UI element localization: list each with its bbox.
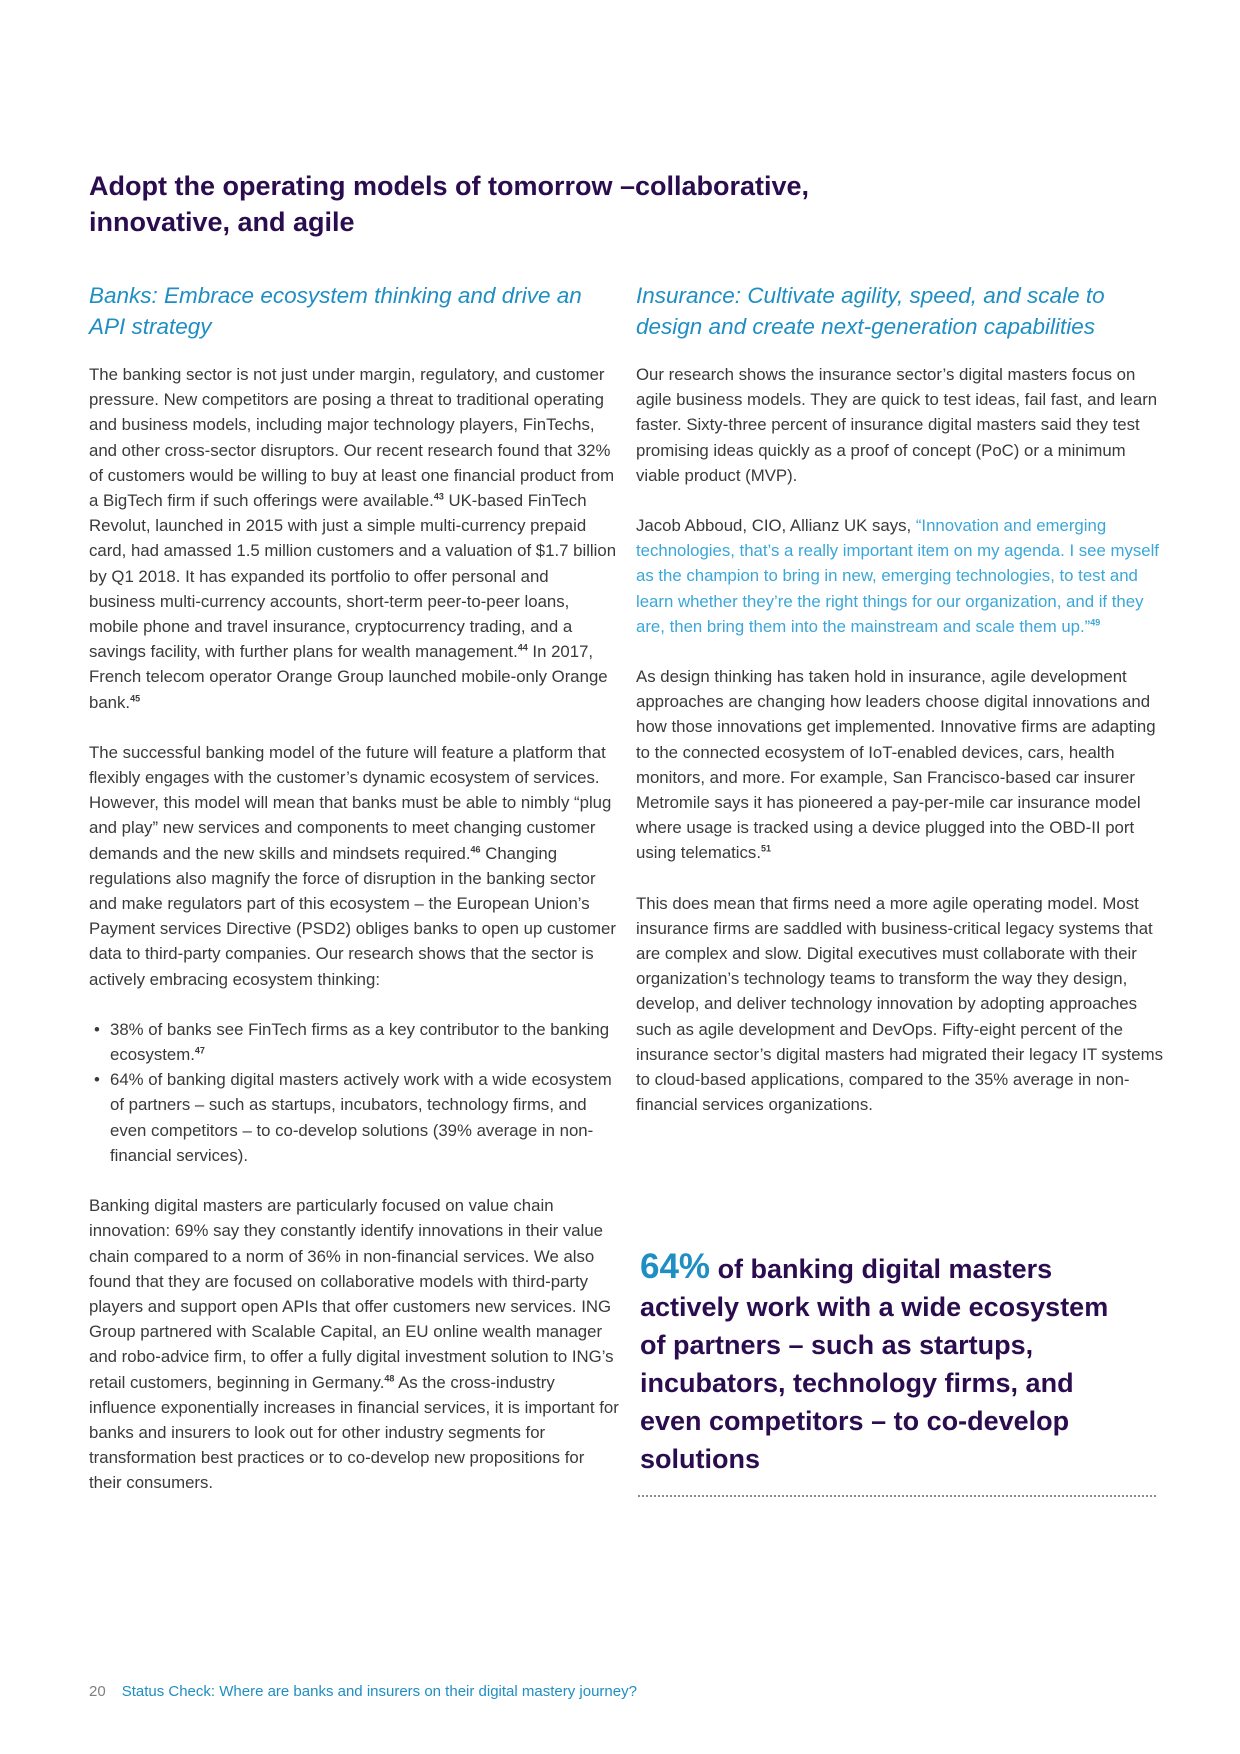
bullet-icon: •	[94, 1070, 100, 1090]
list-item	[89, 1017, 619, 1067]
insurance-paragraph-3	[636, 664, 1166, 866]
text: The banking sector is not just under margin, regulatory, and customer pressure. New competitors are posing a threat to traditional operating and business models, including major technology players, FinTechs, and other cross-sector disruptors. Our recent research found that 32% of customers would be willing to buy at least one financial product from a BigTech firm if such offerings were available.	[89, 365, 615, 511]
footnote-ref: 45	[130, 693, 141, 704]
pull-quote-text: of banking digital masters actively work with a wide ecosystem of partners – such as startups, incubators, technology firms, and even competitors – to co-develop solutions	[640, 1254, 1109, 1474]
insurance-paragraph-4: This does mean that firms need a more agile operating model. Most insurance firms are saddled with business-critical legacy systems that are complex and slow. Digital executives must collaborate with their organization’s technology teams to transform the way they design, develop, and deliver technology innovation by adopting approaches such as agile development and DevOps. Fifty-eight percent of the insurance sector’s digital masters had migrated their legacy IT systems to cloud-based applications, compared to the 35% average in non-financial services organizations.	[636, 893, 1163, 1115]
footer-title: Status Check: Where are banks and insurers on their digital mastery journey?	[121, 1683, 637, 1700]
insurance-column	[636, 280, 1166, 1142]
footnote-ref: 46	[470, 844, 481, 855]
footnote-ref: 51	[760, 843, 771, 854]
list-item	[89, 1067, 619, 1168]
footnote-ref: 44	[517, 642, 528, 653]
pull-quote-divider	[638, 1495, 1156, 1497]
pull-quote	[640, 1248, 1120, 1478]
text: Banking digital masters are particularly focused on value chain innovation: 69% say they constantly identify innovations in their value chain compared to a norm of 36% in non-financial services. We also found that they are focused on collaborative models with third-party players and support open APIs that offer customers new services. ING Group partnered with Scalable Capital, an EU online wealth manager and robo-advice firm, to offer a fully digital investment solution to ING’s retail customers, beginning in Germany.	[89, 1196, 614, 1392]
banks-subhead: Banks: Embrace ecosystem thinking and drive an API strategy	[89, 283, 582, 339]
text: In 2017, French telecom operator Orange Group launched mobile-only Orange bank.	[89, 642, 608, 712]
text: 38% of banks see FinTech firms as a key contributor to the banking ecosystem.	[110, 1019, 610, 1065]
banks-column	[89, 280, 619, 1521]
footnote-ref: 43	[433, 491, 444, 502]
pull-quote-stat: 64%	[640, 1247, 711, 1286]
footnote-ref: 49	[1090, 617, 1101, 628]
bullet-icon: •	[94, 1019, 100, 1039]
insurance-subhead: Insurance: Cultivate agility, speed, and scale to design and create next-generation capabilities	[636, 283, 1105, 339]
page-footer	[89, 1682, 637, 1702]
insurance-paragraph-2	[636, 513, 1166, 639]
banks-paragraph-3	[89, 1193, 619, 1495]
page-title: Adopt the operating models of tomorrow –collaborative, innovative, and agile	[89, 171, 810, 237]
text: Changing regulations also magnify the force of disruption in the banking sector and make regulators part of this ecosystem – the European Union’s Payment services Directive (PSD2) obliges banks to open up customer data to third-party companies. Our research shows that the sector is actively embracing ecosystem thinking:	[89, 843, 616, 989]
banks-paragraph-1	[89, 362, 619, 715]
text: As design thinking has taken hold in insurance, agile development approaches are changing how leaders choose digital innovations and how those innovations get implemented. Innovative firms are adapting to the connected ecosystem of IoT-enabled devices, cars, health monitors, and more. For example, San Francisco-based car insurer Metromile says it has pioneered a pay-per-mile car insurance model where usage is tracked using a device plugged into the OBD-II port using telematics.	[636, 667, 1156, 863]
footnote-ref: 47	[194, 1045, 205, 1056]
text: The successful banking model of the future will feature a platform that flexibly engages with the customer’s dynamic ecosystem of services. However, this model will mean that banks must be able to nimbly “plug and play” new services and components to meet changing customer demands and the new skills and mindsets required.	[89, 742, 612, 863]
text: 64% of banking digital masters actively work with a wide ecosystem of partners – such as startups, incubators, technology firms, and even competitors – to co-develop solutions (39% average in non-financial services).	[110, 1070, 612, 1165]
footnote-ref: 48	[384, 1372, 395, 1383]
insurance-paragraph-1: Our research shows the insurance sector’s digital masters focus on agile business models. They are quick to test ideas, fail fast, and learn faster. Sixty-three percent of insurance digital masters said they test promising ideas quickly as a proof of concept (PoC) or a minimum viable product (MVP).	[636, 365, 1158, 485]
text: Jacob Abboud, CIO, Allianz UK says,	[636, 516, 916, 536]
banks-paragraph-2	[89, 740, 619, 992]
cio-quote: “Innovation and emerging technologies, that’s a really important item on my agenda. I see myself as the champion to bring in new, emerging technologies, to test and learn whether they’re the right things for our organization, and if they are, then bring them into the mainstream and scale them up.”	[636, 516, 1159, 636]
text: UK-based FinTech Revolut, launched in 2015 with just a simple multi-currency prepaid card, had amassed 1.5 million customers and a valuation of $1.7 billion by Q1 2018. It has expanded its portfolio to offer personal and business multi-currency accounts, short-term peer-to-peer loans, mobile phone and travel insurance, cryptocurrency trading, and a savings facility, with further plans for wealth management.	[89, 491, 617, 662]
text: As the cross-industry influence exponentially increases in financial services, it is important for banks and insurers to look out for other industry segments for transformation best practices or to co-develop new propositions for their consumers.	[89, 1372, 619, 1493]
page-number: 20	[89, 1683, 106, 1700]
banks-bullet-list	[89, 1017, 619, 1168]
